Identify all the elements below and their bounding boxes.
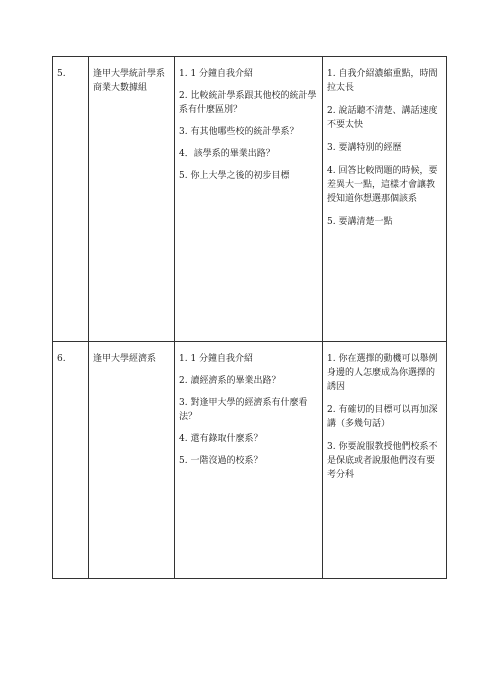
question-item: 4．該學系的畢業出路？ — [179, 149, 275, 159]
advice-item: 1. 自我介紹濃縮重點，時間拉太長 — [327, 69, 438, 93]
advice-item: 5. 要講清楚一點 — [327, 217, 393, 227]
school-department: 逢甲大學統計學系商業大數據組 — [89, 57, 175, 342]
interview-table — [52, 56, 447, 579]
advice-item: 1. 你在選擇的動機可以舉例身邊的人怎麼成為你選擇的誘因 — [327, 354, 438, 392]
question-item: 2. 讀經濟系的畢業出路？ — [179, 376, 281, 386]
advice-item: 2. 有確切的目標可以再加深講（多幾句話） — [327, 405, 438, 429]
question-item: 3. 對逢甲大學的經濟系有什麼看法？ — [179, 398, 308, 422]
advice-item: 2. 說話聽不清楚、講話速度不要太快 — [327, 106, 438, 130]
question-item: 3. 有其他哪些校的統計學系？ — [179, 127, 299, 137]
advice-item: 3. 你要說服教授他們校系不是保底或者說服他們沒有要考分科 — [327, 442, 438, 480]
interview-questions — [175, 342, 323, 579]
table-row — [53, 342, 447, 579]
school-department: 逢甲大學經濟系 — [89, 342, 175, 579]
row-number: 5. — [53, 57, 89, 342]
question-item: 1. 1 分鐘自我介紹 — [179, 69, 254, 79]
advice-notes — [323, 342, 447, 579]
question-item: 5. 一階沒過的校系？ — [179, 456, 263, 466]
row-number: 6. — [53, 342, 89, 579]
question-item: 4. 還有錄取什麼系？ — [179, 434, 263, 444]
interview-questions — [175, 57, 323, 342]
advice-notes — [323, 57, 447, 342]
advice-item: 3. 要講特別的經歷 — [327, 143, 402, 153]
question-item: 1. 1 分鐘自我介紹 — [179, 354, 254, 364]
advice-item: 4. 回答比較問題的時候，要差異大一點，這樣才會讓教授知道你想選那個該系 — [327, 166, 438, 204]
table-row — [53, 57, 447, 342]
question-item: 5. 你上大學之後的初步目標 — [179, 171, 290, 181]
question-item: 2. 比較統計學系跟其他校的統計學系有什麼區別？ — [179, 91, 317, 115]
